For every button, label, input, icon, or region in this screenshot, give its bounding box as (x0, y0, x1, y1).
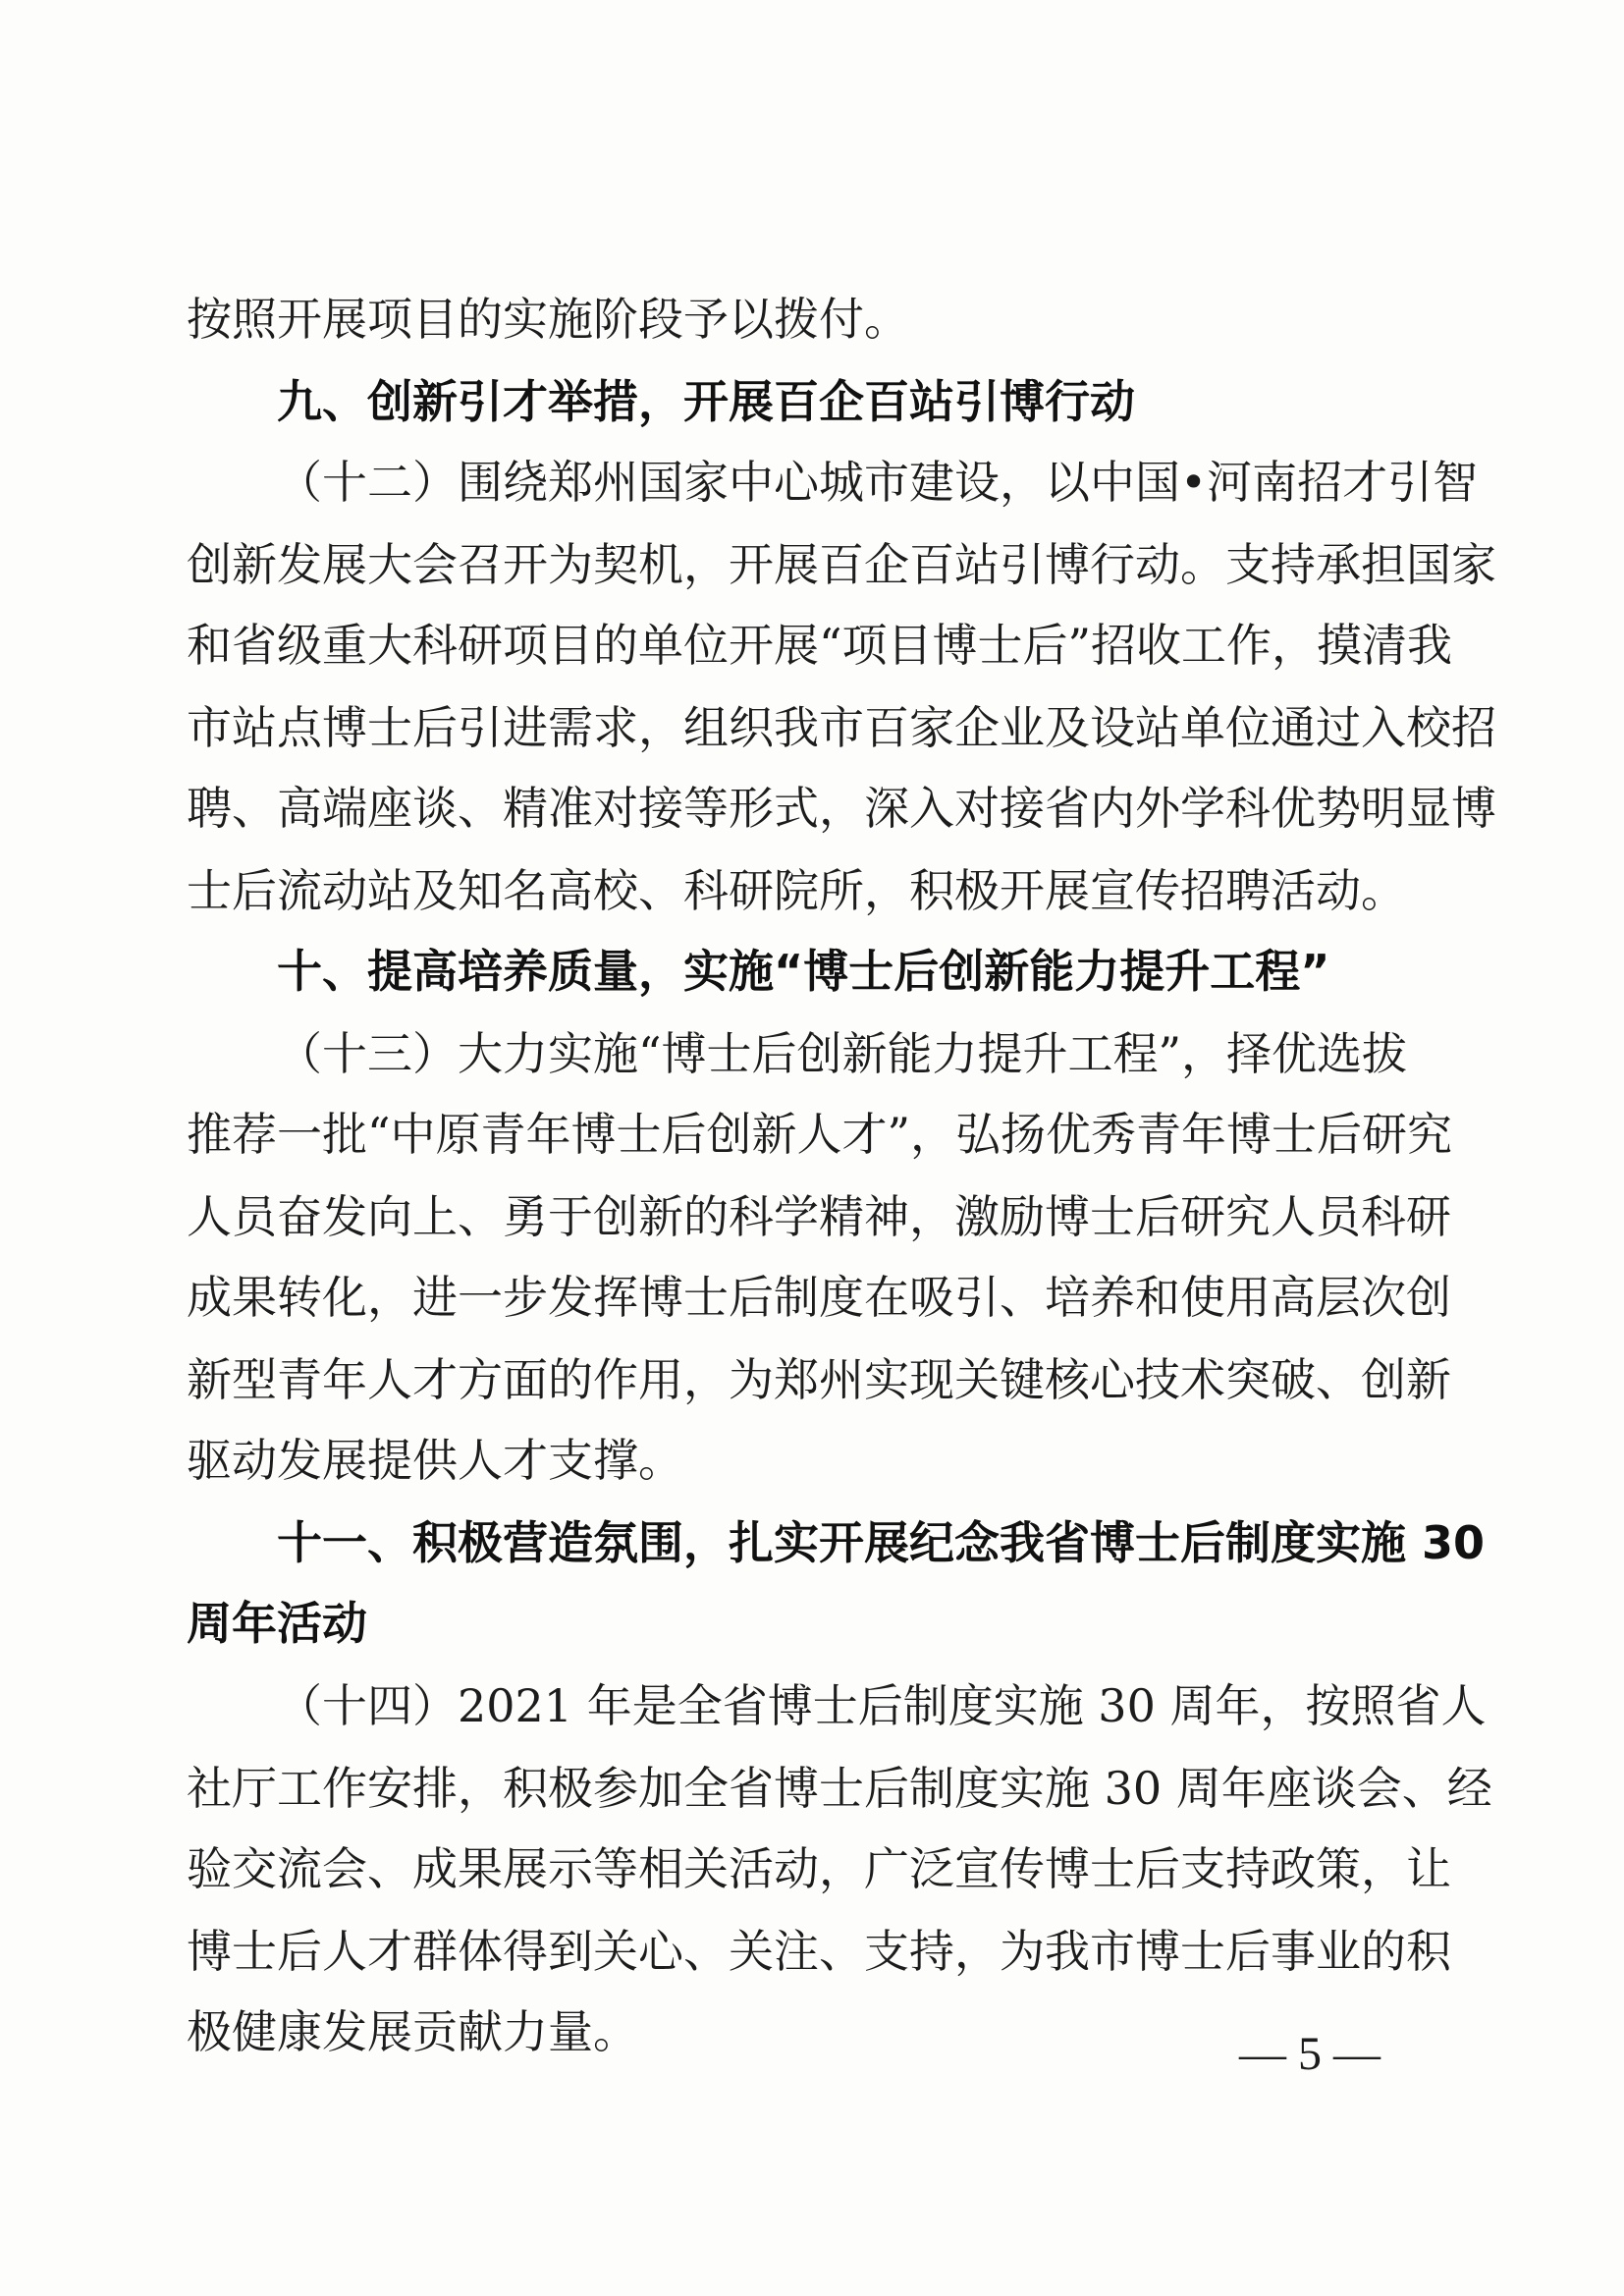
paragraph-line: 推荐一批“中原青年博士后创新人才”，弘扬优秀青年博士后研究 (187, 1108, 1453, 1161)
paragraph-line: 士后流动站及知名高校、科研院所，积极开展宣传招聘活动。 (187, 864, 1406, 917)
paragraph-line: 新型青年人才方面的作用，为郑州实现关键核心技术突破、创新 (187, 1353, 1451, 1406)
paragraph-line: 和省级重大科研项目的单位开展“项目博士后”招收工作，摸清我 (187, 619, 1453, 672)
page-number: — 5 — (1239, 2028, 1380, 2080)
section-heading-9: 九、创新引才举措，开展百企百站引博行动 (277, 375, 1135, 428)
paragraph-line: 按照开展项目的实施阶段予以拨付。 (187, 293, 909, 346)
paragraph-line: （十二）围绕郑州国家中心城市建设，以中国•河南招才引智 (277, 456, 1479, 509)
paragraph-line: 市站点博士后引进需求，组织我市百家企业及设站单位通过入校招 (187, 701, 1496, 754)
paragraph-line: （十四）2021 年是全省博士后制度实施 30 周年，按照省人 (277, 1679, 1487, 1732)
paragraph-line: 人员奋发向上、勇于创新的科学精神，激励博士后研究人员科研 (187, 1190, 1451, 1243)
paragraph-line: 驱动发展提供人才支撑。 (187, 1434, 683, 1487)
section-heading-11: 十一、积极营造氛围，扎实开展纪念我省博士后制度实施 30 (277, 1516, 1486, 1569)
paragraph-line: 社厅工作安排，积极参加全省博士后制度实施 30 周年座谈会、经 (187, 1762, 1492, 1815)
paragraph-line: 验交流会、成果展示等相关活动，广泛宣传博士后支持政策，让 (187, 1842, 1451, 1895)
section-heading-11-cont: 周年活动 (187, 1597, 367, 1650)
paragraph-line: 创新发展大会召开为契机，开展百企百站引博行动。支持承担国家 (187, 538, 1496, 591)
paragraph-line: （十三）大力实施“博士后创新能力提升工程”，择优选拔 (277, 1027, 1408, 1080)
section-heading-10: 十、提高培养质量，实施“博士后创新能力提升工程” (277, 945, 1330, 998)
paragraph-line: 聘、高端座谈、精准对接等形式，深入对接省内外学科优势明显博 (187, 782, 1496, 835)
paragraph-line: 博士后人才群体得到关心、关注、支持，为我市博士后事业的积 (187, 1925, 1451, 1978)
paragraph-line: 成果转化，进一步发挥博士后制度在吸引、培养和使用高层次创 (187, 1271, 1451, 1324)
paragraph-line: 极健康发展贡献力量。 (187, 2005, 638, 2058)
